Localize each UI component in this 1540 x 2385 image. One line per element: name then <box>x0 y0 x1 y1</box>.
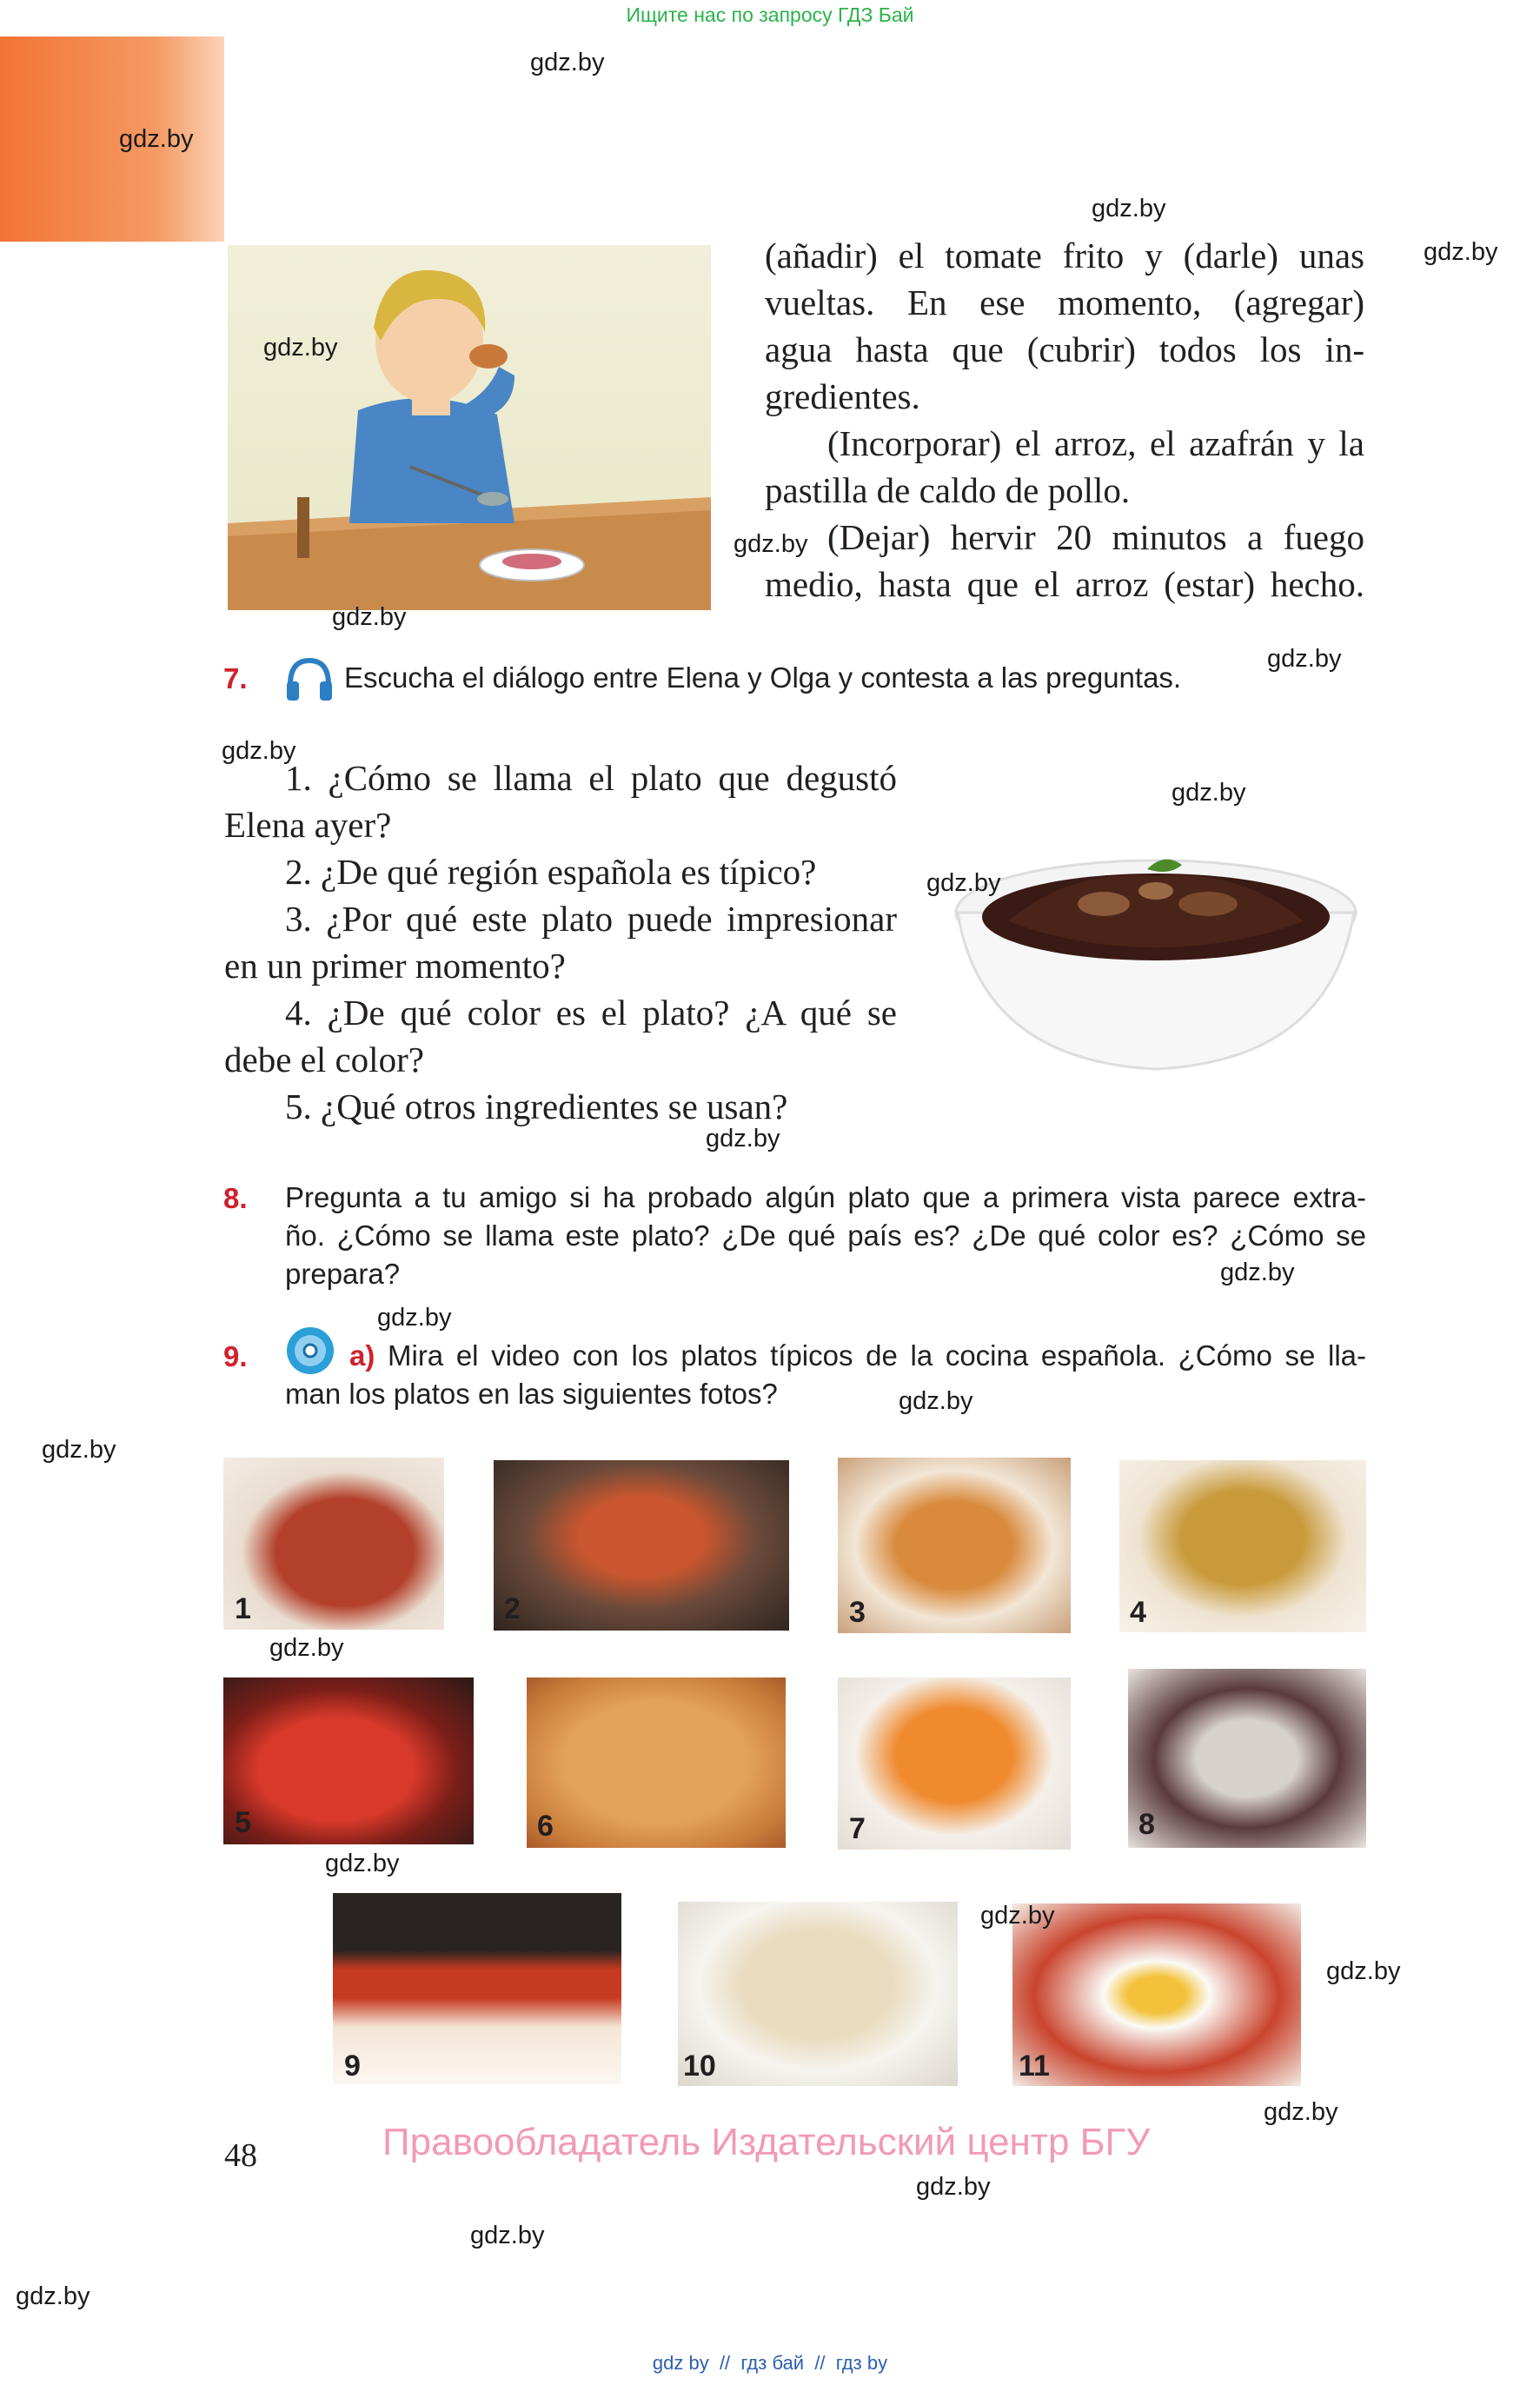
watermark: gdz.by <box>263 334 338 362</box>
watermark: gdz.by <box>1267 645 1342 673</box>
dish-photo-7 <box>838 1677 1071 1850</box>
watermark: gdz.by <box>1326 1957 1401 1985</box>
dish-photo-10 <box>678 1902 958 2086</box>
footer-links[interactable]: gdz by // гдз бай // гдз by <box>652 2352 888 2374</box>
watermark: gdz.by <box>1424 238 1498 266</box>
watermark: gdz.by <box>377 1304 452 1332</box>
exercise-8-text <box>285 1179 1366 1293</box>
watermark: gdz.by <box>1092 195 1166 223</box>
exercise-9-line-1: Mira el video con los platos típicos de la cocina española. ¿Cómo se lla- <box>388 1339 1366 1372</box>
watermark: gdz.by <box>16 2282 90 2310</box>
question: debe el color? <box>224 1040 424 1080</box>
headphones-icon <box>283 655 335 702</box>
question: 3. ¿Por qué este plato puede impresionar <box>285 899 897 939</box>
recipe-line: (Incorporar) el arroz, el azafrán y la <box>827 423 1364 463</box>
photo-number: 3 <box>849 1596 866 1629</box>
question: 1. ¿Cómo se llama el plato que degustó <box>285 758 897 798</box>
exercise-7-number: 7. <box>223 662 248 694</box>
question: 5. ¿Qué otros ingredientes se usan? <box>285 1086 788 1126</box>
photo-number: 2 <box>504 1592 521 1625</box>
recipe-line: vueltas. En ese momento, (agregar) <box>765 282 1364 322</box>
boy-eating-illustration <box>228 245 711 610</box>
watermark: gdz.by <box>222 737 296 765</box>
recipe-text <box>765 232 1364 608</box>
recipe-line: pastilla de caldo de pollo. <box>765 470 1131 510</box>
watermark: gdz.by <box>706 1125 780 1153</box>
dish-photo-1 <box>223 1458 444 1630</box>
exercise-7-instruction: Escucha el diálogo entre Elena y Olga y contesta a las preguntas. <box>344 661 1182 694</box>
dish-photo-2 <box>494 1460 789 1631</box>
watermark: gdz.by <box>530 49 605 76</box>
exercise-8-line: prepara? <box>285 1258 401 1290</box>
watermark: gdz.by <box>980 1902 1055 1930</box>
question: Elena ayer? <box>224 805 392 845</box>
copyright: Правообладатель Издательский центр БГУ <box>382 2121 1151 2163</box>
recipe-line: (Dejar) hervir 20 minutos a fuego <box>827 517 1364 557</box>
watermark: gdz.by <box>1220 1259 1295 1286</box>
question: en un primer momento? <box>224 946 566 986</box>
watermark: gdz.by <box>899 1387 973 1415</box>
top-banner[interactable]: Ищите нас по запросу ГДЗ Бай <box>626 3 914 26</box>
photo-number: 9 <box>344 2050 361 2083</box>
recipe-line: gredientes. <box>765 376 920 416</box>
dish-photo-8 <box>1128 1669 1366 1848</box>
dish-photo-6 <box>527 1677 786 1848</box>
exercise-8-line: ño. ¿Cómo se llama este plato? ¿De qué país es? ¿De qué color es? ¿Cómo se <box>285 1219 1366 1252</box>
photo-number: 6 <box>537 1810 554 1843</box>
watermark: gdz.by <box>733 530 808 558</box>
exercise-8-line: Pregunta a tu amigo si ha probado algún plato que a primera vista parece extra- <box>285 1181 1366 1213</box>
page-number: 48 <box>224 2137 257 2174</box>
dish-photo-5 <box>223 1677 474 1844</box>
dish-photo-4 <box>1119 1460 1366 1632</box>
photo-number: 7 <box>849 1812 866 1845</box>
photo-number: 10 <box>683 2050 716 2083</box>
photo-number: 11 <box>1019 2050 1050 2083</box>
watermark: gdz.by <box>926 869 1001 897</box>
exercise-9-number: 9. <box>223 1340 248 1372</box>
dish-photo-9 <box>333 1893 621 2084</box>
dish-photo-11 <box>1012 1903 1301 2086</box>
watermark: gdz.by <box>470 2222 545 2249</box>
exercise-7-questions <box>224 754 897 1130</box>
recipe-line: agua hasta que (cubrir) todos los in- <box>765 329 1364 369</box>
exercise-9-part: a) <box>349 1339 375 1372</box>
watermark: gdz.by <box>916 2173 991 2201</box>
watermark: gdz.by <box>42 1436 116 1464</box>
exercise-9-line: man los platos en las siguientes fotos? <box>285 1378 778 1410</box>
photo-number: 8 <box>1138 1808 1155 1841</box>
watermark: gdz.by <box>1172 779 1246 807</box>
dish-photo-3 <box>838 1458 1071 1633</box>
question: 2. ¿De qué región española es típico? <box>285 852 817 892</box>
question: 4. ¿De qué color es el plato? ¿A qué se <box>285 993 897 1033</box>
exercise-9-text <box>285 1337 1366 1413</box>
watermark: gdz.by <box>332 603 407 631</box>
photo-number: 1 <box>235 1592 251 1625</box>
watermark: gdz.by <box>325 1850 400 1877</box>
recipe-line: (añadir) el tomate frito y (darle) unas <box>765 236 1364 276</box>
exercise-8-number: 8. <box>223 1182 248 1214</box>
photo-number: 5 <box>235 1806 251 1839</box>
photo-number: 4 <box>1130 1596 1146 1629</box>
watermark: gdz.by <box>119 125 194 153</box>
watermark: gdz.by <box>269 1634 344 1662</box>
squid-dish-photo <box>947 774 1364 1104</box>
watermark: gdz.by <box>1264 2098 1338 2126</box>
exercise-9-line <box>285 1337 1366 1375</box>
recipe-line: medio, hasta que el arroz (estar) hecho. <box>765 564 1364 604</box>
